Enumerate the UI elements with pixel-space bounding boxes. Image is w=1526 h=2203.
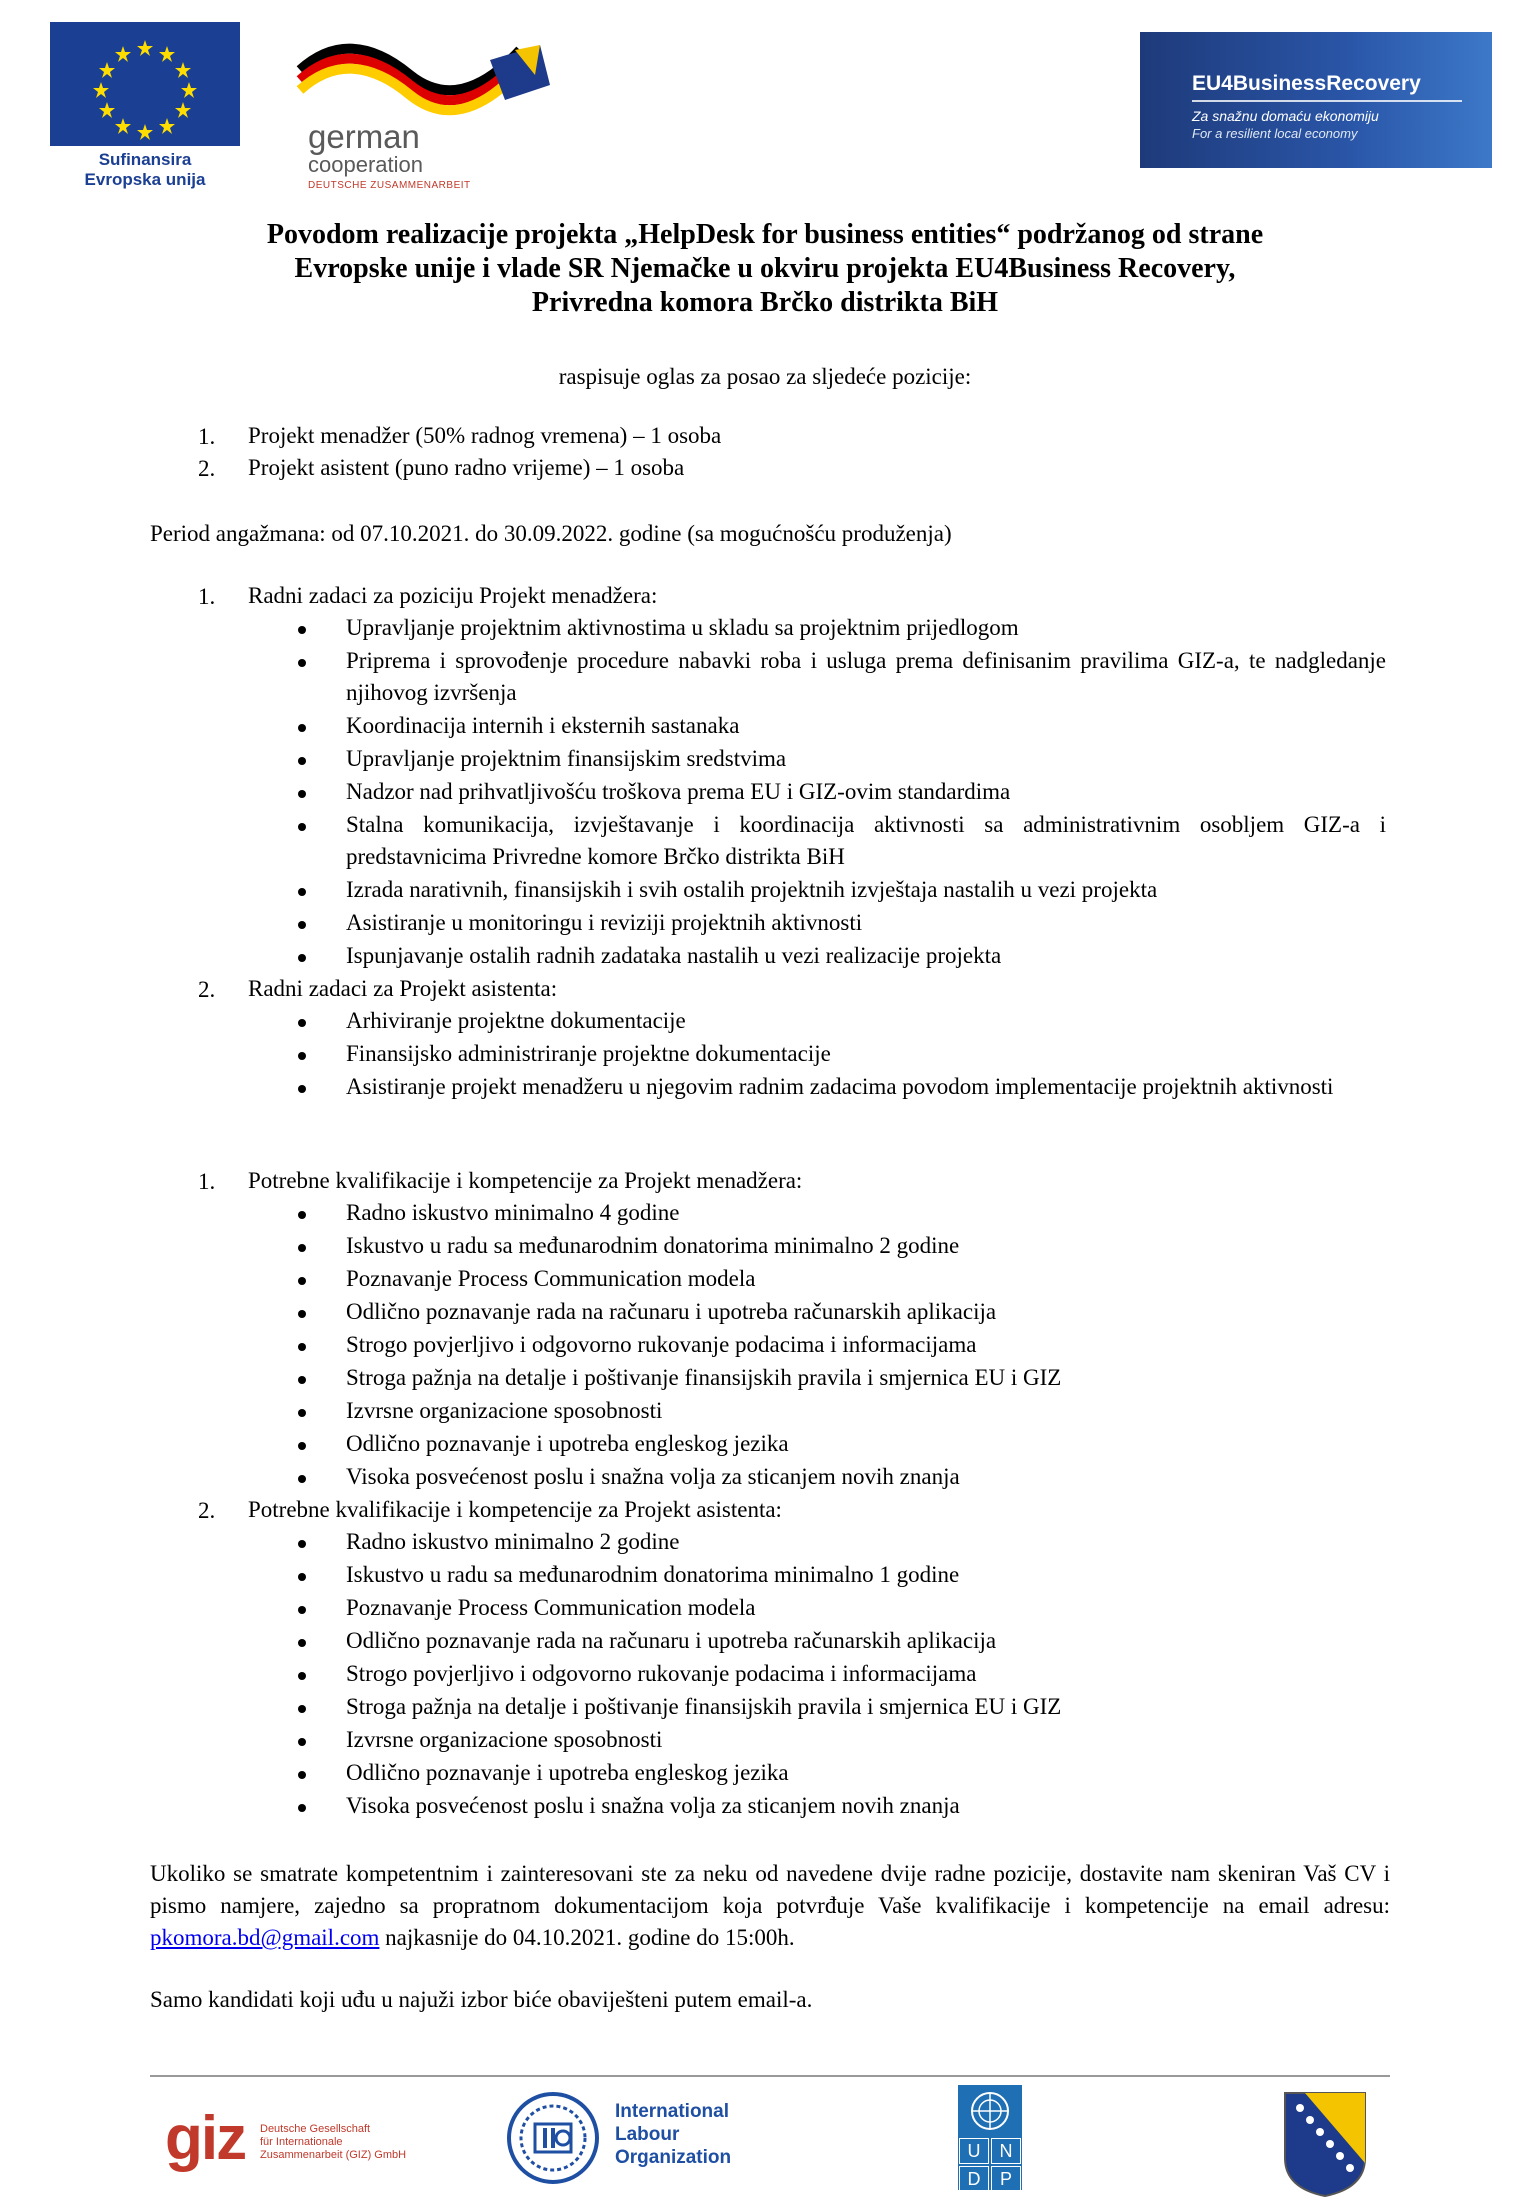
list-item: Koordinacija internih i eksternih sastanaka — [346, 713, 740, 738]
bullet-icon — [298, 1376, 306, 1384]
bullet-icon — [298, 626, 306, 634]
bullet-icon — [298, 1573, 306, 1581]
german-cooperation-logo — [290, 30, 560, 200]
list-item: Arhiviranje projektne dokumentacije — [346, 1008, 686, 1033]
bullet-icon — [298, 1705, 306, 1713]
list-item: Asistiranje projekt menadžeru u njegovim radnim zadacima povodom implementacije projektnih aktivnosti — [346, 1074, 1334, 1099]
qualification-section-heading: Potrebne kvalifikacije i kompetencije za Projekt menadžera: — [248, 1168, 803, 1193]
bullet-icon — [298, 1019, 306, 1027]
list-item: Visoka posvećenost poslu i snažna volja za sticanjem novih znanja — [346, 1793, 960, 1818]
qualification-section-number: 1. — [198, 1169, 216, 1194]
ilo-text-line: International — [615, 2101, 730, 2122]
bullet-icon — [298, 888, 306, 896]
list-item: Upravljanje projektnim finansijskim sredstvima — [346, 746, 787, 771]
bullet-icon — [298, 724, 306, 732]
bullet-icon — [298, 1639, 306, 1647]
title-line: Evropske unije i vlade SR Njemačke u okviru projekta EU4Business Recovery, — [294, 253, 1236, 284]
undp-letter: P — [991, 2166, 1021, 2192]
engagement-period: Period angažmana: od 07.10.2021. do 30.09.2022. godine (sa mogućnošću produženja) — [150, 521, 952, 546]
list-item: Strogo povjerljivo i odgovorno rukovanje podacima i informacijama — [346, 1661, 977, 1686]
qualification-section-heading: Potrebne kvalifikacije i kompetencije za Projekt asistenta: — [248, 1497, 782, 1522]
list-item: Visoka posvećenost poslu i snažna volja za sticanjem novih znanja — [346, 1464, 960, 1489]
giz-mark: giz — [165, 2104, 246, 2173]
ilo-emblem-icon — [505, 2090, 601, 2186]
task-section-heading: Radni zadaci za Projekt asistenta: — [248, 976, 558, 1001]
german-cooperation-ribbon-icon — [290, 30, 560, 125]
bullet-icon — [298, 659, 306, 667]
qualification-section-number: 2. — [198, 1498, 216, 1523]
list-item: Asistiranje u monitoringu i reviziji projektnih aktivnosti — [346, 910, 863, 935]
eu-flag-icon — [50, 22, 240, 146]
list-item: Izrada narativnih, finansijskih i svih ostalih projektnih izvještaja nastalih u vezi projekta — [346, 877, 1158, 902]
list-item: Poznavanje Process Communication modela — [346, 1266, 756, 1291]
bullet-icon — [298, 1211, 306, 1219]
eu4br-subtitle-local: Za snažnu domaću ekonomiju — [1192, 108, 1379, 124]
giz-text-line: Deutsche Gesellschaft — [260, 2123, 371, 2135]
bullet-icon — [298, 1442, 306, 1450]
title-line: Povodom realizacije projekta „HelpDesk for business entities“ podržanog od strane — [266, 219, 1264, 250]
german-word: german — [308, 118, 420, 155]
document-title — [150, 218, 1380, 320]
bullet-icon — [298, 1244, 306, 1252]
bih-coat-of-arms-icon — [1280, 2088, 1370, 2198]
bullet-icon — [298, 1343, 306, 1351]
list-item: Iskustvo u radu sa međunarodnim donatorima minimalno 1 godine — [346, 1562, 960, 1587]
shortlist-note: Samo kandidati koji uđu u najuži izbor biće obaviješteni putem email-a. — [150, 1987, 813, 2012]
list-item: Finansijsko administriranje projektne dokumentacije — [346, 1041, 831, 1066]
list-item: Priprema i sprovođenje procedure nabavki roba i usluga prema definisanim pravilima GIZ-a, te nadgledanje njihovog izvršenja — [346, 648, 1386, 705]
eu4businessrecovery-logo — [1140, 32, 1492, 168]
giz-text-line: Zusammenarbeit (GIZ) GmbH — [260, 2149, 407, 2161]
list-item: Stalna komunikacija, izvještavanje i koordinacija aktivnosti sa administrativnim osobljem GIZ-a i predstavnicima Privredne komore Brčko distrikta BiH — [346, 812, 1386, 869]
bullet-icon — [298, 1606, 306, 1614]
list-item: Upravljanje projektnim aktivnostima u skladu sa projektnim prijedlogom — [346, 615, 1019, 640]
task-section-number: 1. — [198, 584, 216, 609]
un-emblem-icon — [958, 2087, 1022, 2137]
position-item: Projekt asistent (puno radno vrijeme) – 1 osoba — [248, 455, 685, 480]
email-link[interactable]: pkomora.bd@gmail.com — [150, 1925, 380, 1950]
application-instructions — [150, 1858, 1390, 1954]
undp-logo — [958, 2085, 1022, 2190]
ilo-text-line: Labour — [615, 2124, 680, 2145]
task-section-heading: Radni zadaci za poziciju Projekt menadžera: — [248, 583, 658, 608]
eu4br-title: EU4BusinessRecovery — [1192, 72, 1421, 95]
list-item: Ispunjavanje ostalih radnih zadataka nastalih u vezi realizacije projekta — [346, 943, 1002, 968]
list-item: Radno iskustvo minimalno 2 godine — [346, 1529, 680, 1554]
list-item: Iskustvo u radu sa međunarodnim donatorima minimalno 2 godine — [346, 1233, 960, 1258]
position-item: Projekt menadžer (50% radnog vremena) – 1 osoba — [248, 423, 722, 448]
list-item: Izvrsne organizacione sposobnosti — [346, 1727, 663, 1752]
bullet-icon — [298, 757, 306, 765]
bullet-icon — [298, 1475, 306, 1483]
undp-letter: D — [959, 2166, 989, 2192]
list-item: Radno iskustvo minimalno 4 godine — [346, 1200, 680, 1225]
bullet-icon — [298, 1738, 306, 1746]
deadline-text: najkasnije do 04.10.2021. godine do 15:00h. — [379, 1925, 795, 1950]
ilo-text-line: Organization — [615, 2147, 732, 2168]
cooperation-word: cooperation — [308, 152, 423, 177]
list-item: Odlično poznavanje rada na računaru i upotreba računarskih aplikacija — [346, 1628, 997, 1653]
footer-divider — [150, 2075, 1390, 2077]
bullet-icon — [298, 954, 306, 962]
list-item: Odlično poznavanje rada na računaru i upotreba računarskih aplikacija — [346, 1299, 997, 1324]
bullet-icon — [298, 1672, 306, 1680]
list-item: Nadzor nad prihvatljivošću troškova prema EU i GIZ-ovim standardima — [346, 779, 1011, 804]
task-section-number: 2. — [198, 977, 216, 1002]
list-item: Stroga pažnja na detalje i poštivanje finansijskih pravila i smjernica EU i GIZ — [346, 1365, 1062, 1390]
eu-logo — [50, 22, 240, 190]
bullet-icon — [298, 790, 306, 798]
bullet-icon — [298, 921, 306, 929]
list-item: Poznavanje Process Communication modela — [346, 1595, 756, 1620]
bullet-icon — [298, 1052, 306, 1060]
giz-text-line: für Internationale — [260, 2136, 343, 2148]
list-item: Odlično poznavanje i upotreba engleskog jezika — [346, 1431, 789, 1456]
position-number: 1. — [198, 424, 216, 449]
bullet-icon — [298, 1277, 306, 1285]
bullet-icon — [298, 1804, 306, 1812]
bullet-icon — [298, 1409, 306, 1417]
bullet-icon — [298, 1310, 306, 1318]
bullet-icon — [298, 1085, 306, 1093]
title-line: Privredna komora Brčko distrikta BiH — [531, 287, 999, 318]
list-item: Strogo povjerljivo i odgovorno rukovanje podacima i informacijama — [346, 1332, 977, 1357]
list-item: Stroga pažnja na detalje i poštivanje finansijskih pravila i smjernica EU i GIZ — [346, 1694, 1062, 1719]
list-item: Izvrsne organizacione sposobnosti — [346, 1398, 663, 1423]
giz-logo — [165, 2095, 425, 2185]
intro-text: raspisuje oglas za posao za sljedeće pozicije: — [558, 364, 972, 389]
position-number: 2. — [198, 456, 216, 481]
eu4br-divider — [1192, 100, 1462, 102]
eu-caption-line2: Evropska unija — [84, 170, 206, 189]
bullet-icon — [298, 823, 306, 831]
ilo-logo — [505, 2088, 765, 2188]
bullet-icon — [298, 1771, 306, 1779]
bullet-icon — [298, 1540, 306, 1548]
undp-letter: U — [959, 2138, 989, 2164]
deutsche-zusammenarbeit-text: DEUTSCHE ZUSAMMENARBEIT — [308, 180, 471, 191]
eu-caption-line1: Sufinansira — [98, 150, 192, 169]
instructions-text: Ukoliko se smatrate kompetentnim i zainteresovani ste za neku od navedene dvije radne pozicije, dostavite nam skeniran Vaš CV i pismo namjere, zajedno sa propratnom dokumentacijom koja potvrđuje Vaše kvalifikacije i kompetencije na email adresu: — [150, 1861, 1390, 1918]
undp-letter: N — [991, 2138, 1021, 2164]
list-item: Odlično poznavanje i upotreba engleskog jezika — [346, 1760, 789, 1785]
eu4br-subtitle-english: For a resilient local economy — [1192, 126, 1358, 141]
